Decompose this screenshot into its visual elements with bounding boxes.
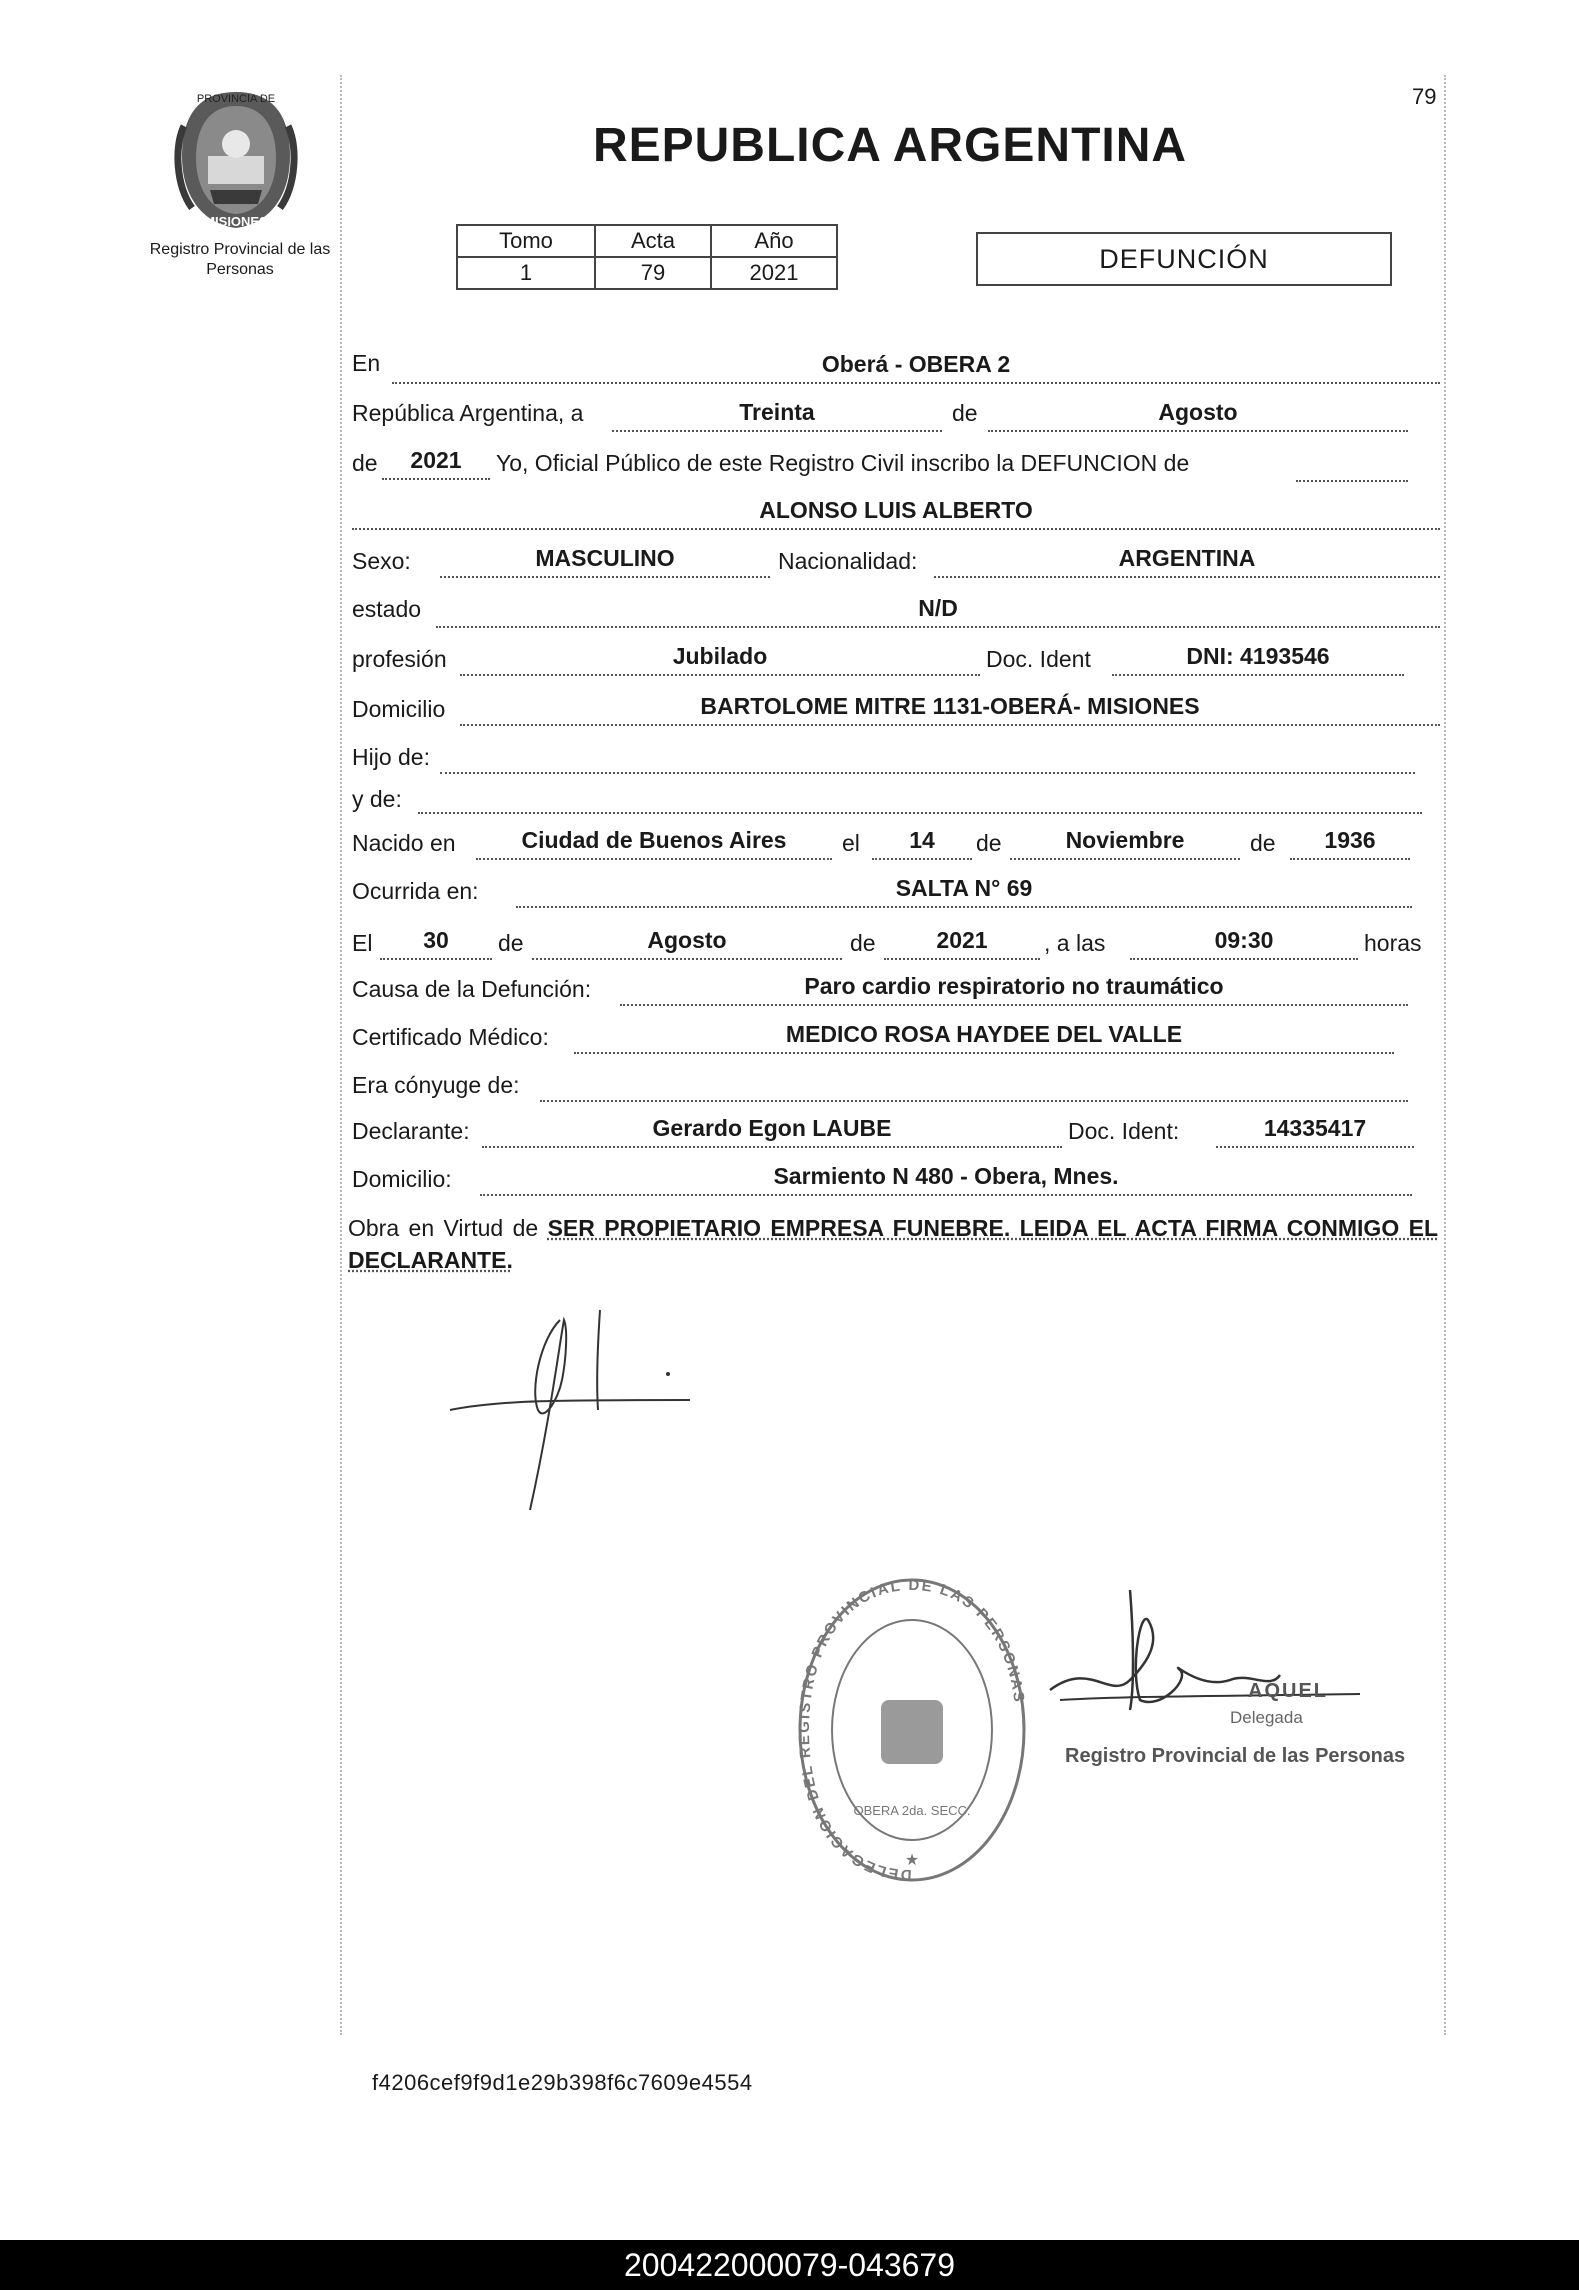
doc-ident2-label: Doc. Ident:	[1068, 1118, 1180, 1144]
profesion-label: profesión	[352, 646, 447, 672]
acta-value: 79	[595, 257, 711, 289]
en-label: En	[352, 350, 381, 376]
nacionalidad-value: ARGENTINA	[934, 544, 1440, 578]
ocurrida-label: Ocurrida en:	[352, 878, 479, 904]
death-year: 2021	[884, 926, 1040, 960]
obra-value: SER PROPIETARIO EMPRESA FUNEBRE. LEIDA EL ACTA FIRMA CONMIGO EL DECLARANTE.	[348, 1215, 1439, 1273]
domicilio2-value: Sarmiento N 480 - Obera, Mnes.	[480, 1162, 1412, 1196]
left-margin-line	[340, 75, 342, 2035]
de-label-6: de	[850, 930, 876, 956]
profesion-value: Jubilado	[460, 642, 980, 676]
document-title: REPUBLICA ARGENTINA	[592, 119, 1188, 172]
seal-ring-text: DELEGACION DEL REGISTRO PROVINCIAL DE LAS PERSONAS	[795, 1576, 1028, 1884]
emblem-text-top: PROVINCIA DE	[196, 93, 276, 105]
anio-value: 2021	[711, 257, 837, 289]
death-time: 09:30	[1130, 926, 1358, 960]
nacido-value: Ciudad de Buenos Aires	[476, 826, 832, 860]
official-seal-icon	[795, 1570, 1030, 1890]
deceased-name: ALONSO LUIS ALBERTO	[352, 496, 1440, 530]
nacido-label: Nacido en	[352, 830, 456, 856]
official-signature-icon	[1030, 1580, 1390, 1770]
doc-ident-label: Doc. Ident	[986, 646, 1091, 672]
nacionalidad-label: Nacionalidad:	[778, 548, 918, 574]
certificado-value: MEDICO ROSA HAYDEE DEL VALLE	[574, 1020, 1394, 1054]
republica-label: República Argentina, a	[352, 400, 584, 426]
yde-label: y de:	[352, 786, 402, 812]
statement-text: Yo, Oficial Público de este Registro Civil inscribo la DEFUNCION de	[496, 450, 1190, 476]
year-value: 2021	[382, 446, 490, 480]
document-hash: f4206cef9f9d1e29b398f6c7609e4554	[372, 2070, 753, 2095]
declarant-signature-icon	[440, 1300, 710, 1520]
province-emblem-icon	[170, 86, 302, 234]
declarante-label: Declarante:	[352, 1118, 470, 1144]
conyuge-fill	[540, 1098, 1408, 1102]
month-value: Agosto	[988, 398, 1408, 432]
causa-value: Paro cardio respiratorio no traumático	[620, 972, 1408, 1006]
sexo-value: MASCULINO	[440, 544, 770, 578]
birth-day: 14	[872, 826, 972, 860]
de-label: de	[952, 400, 978, 426]
obra-label: Obra en Virtud de	[348, 1215, 539, 1241]
ocurrida-value: SALTA N° 69	[516, 874, 1412, 908]
death-month: Agosto	[532, 926, 842, 960]
causa-label: Causa de la Defunción:	[352, 976, 592, 1002]
doc-ident2-value: 14335417	[1216, 1114, 1414, 1148]
acta-header: Acta	[595, 225, 711, 257]
death-day: 30	[380, 926, 492, 960]
horas-label: horas	[1364, 930, 1422, 956]
tomo-header: Tomo	[457, 225, 595, 257]
anio-header: Año	[711, 225, 837, 257]
signature-stamp-line3: Registro Provincial de las Personas	[1065, 1745, 1406, 1767]
estado-value: N/D	[436, 594, 1440, 628]
signature-stamp-line2: Delegada	[1230, 1708, 1303, 1727]
certificado-label: Certificado Médico:	[352, 1024, 549, 1050]
birth-month: Noviembre	[1010, 826, 1240, 860]
conyuge-label: Era cónyuge de:	[352, 1072, 520, 1098]
de-label-3: de	[976, 830, 1002, 856]
sexo-label: Sexo:	[352, 548, 411, 574]
registry-name: Registro Provincial de las Personas	[149, 241, 331, 278]
document-type-box: DEFUNCIÓN	[976, 232, 1392, 286]
footer-code-bar: 200422000079-043679	[0, 2240, 1579, 2290]
domicilio-label: Domicilio	[352, 696, 446, 722]
alas-label: , a las	[1044, 930, 1106, 956]
emblem-text-bottom: MISIONES	[204, 214, 268, 229]
page-number: 79	[1412, 84, 1437, 109]
estado-label: estado	[352, 596, 422, 622]
domicilio-value: BARTOLOME MITRE 1131-OBERÁ- MISIONES	[460, 692, 1440, 726]
seal-inner-text: OBERA 2da. SECC.	[853, 1803, 971, 1818]
de-label-5: de	[498, 930, 524, 956]
hijo-fill	[440, 770, 1415, 774]
svg-text:★: ★	[904, 1850, 920, 1869]
doc-ident-value: DNI: 4193546	[1112, 642, 1404, 676]
declarante-value: Gerardo Egon LAUBE	[482, 1114, 1062, 1148]
el-cap-label: El	[352, 930, 373, 956]
de-label-2: de	[352, 450, 378, 476]
tomo-value: 1	[457, 257, 595, 289]
de-label-4: de	[1250, 830, 1276, 856]
right-margin-line	[1444, 75, 1446, 2035]
en-value: Oberá - OBERA 2	[392, 350, 1440, 384]
el-label: el	[842, 830, 860, 856]
day-value: Treinta	[612, 398, 942, 432]
hijo-label: Hijo de:	[352, 744, 430, 770]
yde-fill	[418, 810, 1422, 814]
statement-fill	[1296, 478, 1408, 482]
acta-reference-table	[456, 224, 838, 290]
obra-text	[348, 1212, 1438, 1276]
birth-year: 1936	[1290, 826, 1410, 860]
domicilio2-label: Domicilio:	[352, 1166, 452, 1192]
signature-stamp-line1: AQUEL	[1248, 1680, 1328, 1702]
